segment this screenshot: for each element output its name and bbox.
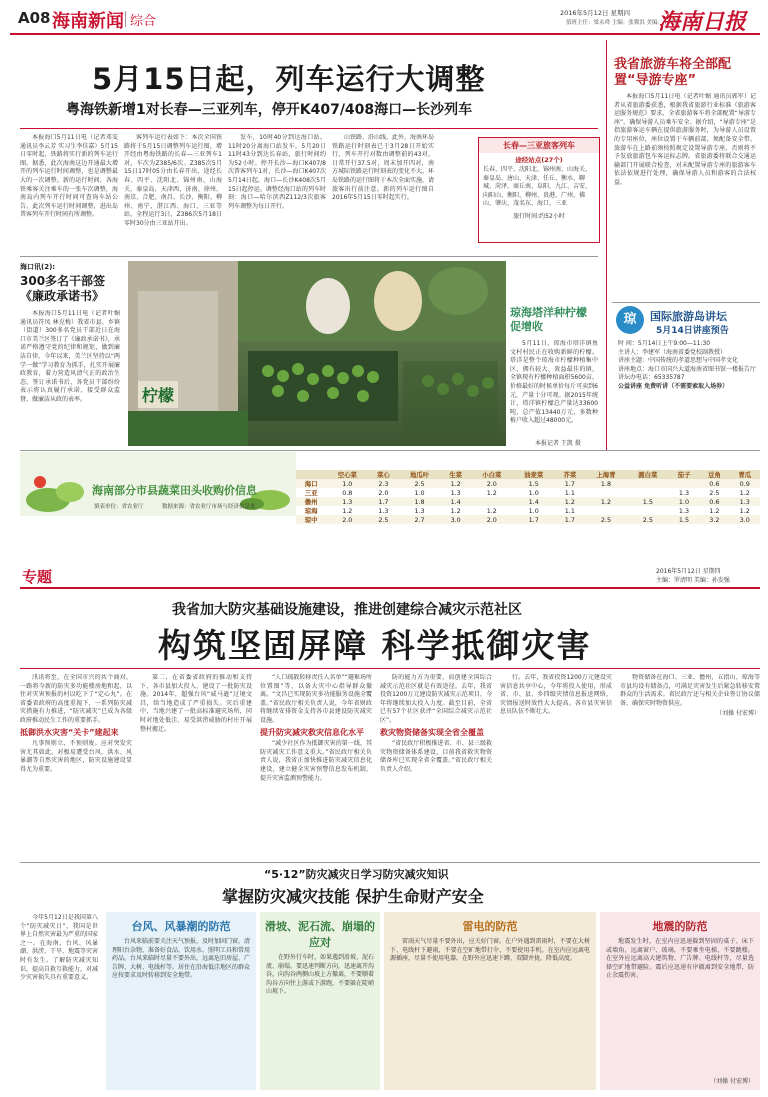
special-col1-subhead: 抵御洪水灾害“关卡”建起来: [20, 727, 119, 737]
landslide-box-body: 在野外行车时，如果遇到滑坡、泥石流、崩塌，要迅速判断方向，迅速离开沟谷，向沟谷两侧山坡上方撤离，不要顺着沟谷方向往上游或下游跑，不要躲在陡峭山坡下。: [266, 954, 375, 996]
knowledge-box-earthquake: [600, 912, 760, 1090]
price-header-cell: 地瓜叶: [409, 471, 430, 479]
special-kicker: 我省加大防灾基础设施建设，推进创建综合减灾示范社区: [172, 602, 522, 618]
section-sub: 综合: [130, 14, 157, 29]
price-cell: 3.0: [450, 515, 461, 524]
price-cell: 1.0: [678, 497, 690, 506]
lecture-tel: 讲坛办电话：65335787: [618, 374, 685, 382]
price-cell: 1.7: [528, 515, 539, 524]
price-cell: 3.2: [709, 515, 720, 524]
price-cell: 1.5: [528, 479, 539, 488]
timetable-stations: 长春、四平、沈阳北、锦州南、山海关、秦皇岛、唐山、天津、任丘、衡水、聊城、菏泽、商丘南、阜阳、九江、吉安、向阳山、衡阳、柳州、贵港、广州、佛山、肇庆、茂名东、海口、三亚: [483, 166, 592, 207]
special-section-label: 专题: [22, 568, 53, 586]
special-section-bar: [20, 566, 760, 586]
price-cell: 1.0: [528, 506, 539, 515]
price-cell: 2.3: [378, 479, 389, 488]
lecture-note: 公益讲座 免费听讲（不需要索取入场券）: [618, 382, 729, 390]
price-cell: 1.2: [486, 506, 497, 515]
price-cell: 1.3: [342, 497, 353, 506]
story1-col3: 发车，10时40分到达海口站，11时20分离海口站发车，5月20日11时43分到达长春站，旅行时间约为52小时。停开长沙—海口K407/8次普客列车1对，长沙—海口K407次5月14日起，海口—长沙K408次5月15日起停运。调整经海口站的列车时刻：海口—哈尔滨西Z112/3次旅客列车调整为每日开行。: [228, 134, 326, 210]
price-cell: 1.8: [414, 497, 425, 506]
lemon-photo-image: [128, 261, 506, 446]
story4-body: 本报海口5月11日电（记者叶媚 通讯员郭军）记者从省旅游委获悉，根据我省旅游行业标准《旅游客运服务规范》要求，全省旅游客车将全部配置“导游专座”，确保导游人员乘车安全。据介绍，“导游专座”是指旅游客运车辆在提供旅游服务时，为导游人员设置的专用座位，座位设置于车辆前部，须配备安全带。旅游车在上路前须按照规定设置导游专座，否则将不予发放旅游包车客运标志牌。省旅游委将联合交通运输部门开展联合检查，对未配置导游专座的旅游客车依法依规进行处理，确保导游人员和游客的合法权益。: [614, 93, 756, 186]
knowledge-box-lightning: [384, 912, 596, 1090]
lecture-subtitle: 5月14日讲座预告: [656, 326, 729, 336]
price-table-wrap: [296, 470, 760, 524]
price-header-corner: [296, 470, 326, 479]
story2-body: 本报海口5月11日电（记者叶媚 通讯员符凤 林克梅）我省市县、乡镇（街道）300多名党员干部近日在海口市美兰区签订了《廉政承诺书》，承诺严格遵守党的纪律和规矩，做到廉洁自律。今年以来，美兰区坚持以“两学一做”学习教育为抓手，扎实开展廉政教育，着力营造风清气正的政治生态。签订承诺书后，各党员干部纷纷表示将认真履行承诺，接受群众监督，做廉洁从政的表率。: [20, 310, 120, 403]
special-col4-subhead: 救灾物资储备实现全省全覆盖: [380, 727, 484, 737]
price-cell: 1.8: [600, 479, 612, 488]
price-row-city: 琼中: [304, 516, 318, 524]
price-cell: 1.2: [739, 488, 750, 497]
special-editor-line: 主编：罗清明 美编：孙发强: [656, 577, 730, 584]
price-cell: 1.3: [678, 488, 690, 497]
price-cell: 1.2: [564, 497, 575, 506]
price-header-cell: 豆角: [707, 471, 721, 479]
price-cell: 2.5: [642, 515, 653, 524]
special-col4: 防的能力方为重要，而创建全国综合减灾示范社区就是有效途径。去年，我省投资1200万元建设防灾减灾示范项目，今年将继续加大投入力度。截至目前，全省已有57个社区获评“全国综合减灾示范社区”。 救灾物资储备实现全省全覆盖 “省民政厅积极推进省、市、县三级救灾物资储备体系建设，目前我省救灾物资储备库已实现全省全覆盖。”省民政厅相关负责人介绍。: [380, 674, 492, 773]
special-author: （刘操 付宏博）: [716, 710, 760, 718]
price-banner: [20, 452, 296, 516]
price-row-city: 琼海: [304, 507, 318, 515]
earthquake-box-title: 地震的防范: [652, 920, 708, 933]
price-cell: 1.5: [642, 497, 653, 506]
masthead-date: 2016年5月12日 星期四: [560, 9, 631, 17]
lecture-speaker: 主讲人：李建军（海南省委党校副教授）: [618, 348, 727, 356]
price-datasource: 数据来源：省农业厅市场与经济信息处: [162, 504, 256, 510]
story1-col4: 山铁路、沿山线。此外，海南环岛铁路运行时刻表已于3月28日开始实行，列车开行对数由调整前的43对，日常开行37.5对，周末加开四对，南方城际铁路运行时刻表的变化不大，环岛铁路的运行图将于本次全面实施，请旅客出行前注意。新的列车运行图自2016年5月15日零时起实行。: [332, 134, 434, 202]
knowledge-author: （刘操 付宏博）: [710, 1078, 754, 1085]
price-row-city: 三亚: [304, 489, 318, 497]
price-cell: 1.0: [528, 488, 539, 497]
section-name: 海南新闻: [52, 11, 124, 32]
lecture-logo: [616, 306, 644, 334]
lemon-photo: [128, 261, 506, 446]
price-header-cell: 芥菜: [563, 471, 577, 479]
price-header-cell: 菜心: [377, 471, 390, 479]
typhoon-box-title: 台风、风暴潮的防范: [131, 920, 231, 933]
price-cell: 2.5: [378, 515, 389, 524]
price-cell: 1.0: [342, 479, 353, 488]
story1-headline: 5月15日起，列车运行大调整: [92, 62, 486, 96]
newspaper-logo: 海南日报: [658, 10, 747, 35]
price-cell: [585, 488, 627, 497]
story2-dateline: 海口讯(2):: [20, 263, 56, 271]
special-col2: 第二，在省委省政府的推动和支持下，各市县加大投入，建设了一批防灾设施。2014年，超强台风“威马逊”过境文昌，给当地造成了严重损失。灾后重建中，当地兴建了一批高标准避灾场所，同时对地处低洼、易受洪涝威胁的村庄开展整村搬迁。: [140, 674, 252, 733]
price-cell: [627, 479, 669, 488]
price-header-cell: 油麦菜: [524, 471, 544, 479]
price-cell: 0.8: [342, 488, 353, 497]
price-cell: 1.3: [378, 506, 389, 515]
price-header-cell: 小白菜: [482, 471, 502, 479]
knowledge-title: 掌握防灾减灾技能 保护生命财产安全: [222, 887, 484, 906]
price-cell: [627, 506, 669, 515]
lecture-details: [618, 340, 758, 442]
price-cell: 1.2: [600, 497, 612, 506]
price-row: [296, 497, 760, 506]
special-col5: 行。去年，我省投资1200万元建设灾害信息共享中心，今年将投入使用，形成省、市、县、乡四级灾情信息报送网络，灾情报送时效性大大提高。各市县灾害信息员队伍不断壮大。: [500, 674, 612, 716]
price-row-city: 海口: [304, 480, 318, 488]
price-cell: 2.0: [378, 488, 389, 497]
price-cell: 1.4: [450, 497, 461, 506]
knowledge-box-typhoon: [106, 912, 256, 1090]
price-header-cell: 上海青: [596, 471, 616, 479]
lightning-box-body: 雷雨天气尽量不要外出，应关好门窗。在户外遇到雷雨时，不要在大树下、电线杆下避雨，不要在空旷地带打伞，不要使用手机。在室内应远离电源插座，尽量不使用电器。在野外应迅速下蹲，双脚并拢，降低高度。: [390, 938, 590, 963]
price-cell: 2.7: [414, 515, 425, 524]
price-cell: 2.5: [600, 515, 612, 524]
price-cell: 1.0: [414, 488, 425, 497]
lecture-time: 时 间：5月14日上午9:00—11:30: [618, 340, 711, 347]
timetable-title: 长春—三亚旅客列车: [479, 138, 599, 153]
price-cell: [627, 488, 669, 497]
photo-sign-text: 柠檬: [138, 381, 178, 408]
story3-credit: 本报记者 王凯 摄: [535, 440, 581, 447]
price-provider: 填表单位：省农业厅: [94, 504, 144, 510]
price-cell: [669, 479, 699, 488]
lecture-place: 讲座地点：海口市国兴大道海南省图书馆一楼报告厅: [618, 365, 757, 373]
lightning-box-title: 雷电的防范: [462, 920, 518, 933]
special-col6: 物资储备在海口、三亚、儋州、五指山、琼海等市县均设有储备点，可满足灾害发生后紧急转移安置群众的生活需求。省民政厅还与相关企业签订协议储备，确保灾时物资供应。 （刘操 付宏博）: [620, 674, 760, 718]
story1-col1: 本报海口5月11日电（记者邓雯 通讯员李云芳 实习生李佳嘉）5月15日零时起，铁路将实行新的列车运行图。据悉，此次海南这边开通最大增开的列车运行时间调整，也是调整最大的一次调整。新的运行时间，各海铁乘客关注乘车的一张车次调整，海南岛内列车开行时间可查询车站公告。此次列车运行时间调整，进出岛普客列车开行时间有所调整。: [20, 134, 118, 219]
price-cell: 2.5: [414, 479, 425, 488]
timetable-foot: 旅行时间:约52小时: [513, 212, 565, 220]
price-cell: 1.2: [450, 479, 461, 488]
price-header-cell: 青瓜: [738, 471, 752, 479]
price-cell: 1.7: [564, 479, 575, 488]
special-col3: “人口疏散转移责任人名单”“避难场所位置图”等，以备大灾中心指导群众撤离。“文昌已实现防灾多功能服务设施全覆盖。”省民政厅相关负责人说，今年省财政将继续安排资金支持各市县建设防灾减灾设施。 提升防灾减灾救灾信息化水平 “减少社区作为抵御灾害的第一线，其防灾减灾工作意义重大。”省民政厅相关负责人说，我省正加快推进防灾减灾信息化建设，建立健全灾害预警信息发布机制，提升灾害监测预警能力。: [260, 674, 372, 782]
special-col1: 汛讯将至，在全国市兴的共个商对，一路将今新的防灾多功能楼房地和起，以往对灾害预报的村以吃下了“定心丸”。在省委省政府的高度重视下，一系列防灾减灾措施有力推进，“防灾减灾”已成为各级政府推动民生工作的重要抓手。 抵御洪水灾害“关卡”建起来 凡事预则立，不预则废。应对突发灾害尤其如此。对极易遭受台风、洪水、风暴潮等自然灾害的地区，防灾设施建设显得尤为重要。: [20, 674, 132, 773]
page-code: A08: [18, 9, 51, 27]
masthead-editor-line: 值班主任：梁永舜 主编：张冀洪 美编：王凤龙: [566, 20, 680, 26]
price-row: [296, 479, 760, 488]
story3-headline: 琼海塔洋种柠檬促增收: [510, 306, 587, 333]
price-cell: 1.5: [678, 515, 690, 524]
lecture-topic: 讲座主题：中国传统的孝道思想与中国孝文化: [618, 357, 739, 365]
special-headline: 构筑坚固屏障 科学抵御灾害: [158, 626, 592, 665]
price-cell: 2.5: [709, 488, 720, 497]
story3-body: 5月11日，琼海市塔洋镇鱼文村村民正在收购新鲜的柠檬。塔洋是整个琼海市柠檬种植集中区，拥有较大、效益最佳的镇，全镇现有柠檬种植面积5600亩，价格最好的时候单价每斤可卖到6元，产量十分可观。据2015年统计，塔洋镇柠檬总产量达33600吨，总产值13440万元，多数种植户收入超过48000元。: [510, 340, 598, 425]
price-header-cell: 生菜: [449, 471, 463, 479]
knowledge-box-landslide: [260, 912, 380, 1090]
timetable-box: [478, 137, 600, 243]
lecture-box: [612, 304, 760, 444]
price-header-cell: 茄子: [677, 471, 691, 479]
price-cell: 1.3: [450, 488, 461, 497]
price-cell: 1.2: [450, 506, 461, 515]
price-cell: 1.3: [678, 506, 690, 515]
price-cell: 0.6: [709, 497, 720, 506]
price-cell: 1.1: [564, 506, 575, 515]
price-row: [296, 506, 760, 515]
price-cell: 3.0: [739, 515, 750, 524]
price-title: 海南部分市县蔬菜田头收购价信息: [92, 484, 257, 497]
price-cell: 1.4: [528, 497, 539, 506]
price-cell: 1.7: [378, 497, 389, 506]
special-date: 2016年5月12日 星期四: [656, 568, 721, 575]
price-header-cell: 圆白菜: [638, 471, 658, 479]
lecture-logo-text: 琼: [623, 312, 637, 327]
price-row-city: 儋州: [304, 498, 318, 506]
timetable-subtitle: 途经站点(27个): [515, 156, 563, 164]
price-header-cell: 空心菜: [337, 471, 357, 479]
price-cell: 1.7: [564, 515, 575, 524]
price-cell: 1.3: [414, 506, 425, 515]
price-cell: 1.3: [739, 497, 750, 506]
price-cell: 1.2: [486, 488, 497, 497]
section-divider: [125, 11, 126, 27]
typhoon-box-body: 台风来临前要关注天气预报，及时加固门窗，清理阳台杂物，准备好食品、饮用水、照明工具和常用药品。台风来临时尽量不要外出，远离危旧房屋、广告牌、大树、电线杆等。居住在沿海低洼地区的群众应按要求及时转移到安全地带。: [112, 938, 251, 980]
knowledge-kicker: “5·12”防灾减灾日学习防灾减灾知识: [264, 868, 449, 881]
story2-headline: 300多名干部签《廉政承诺书》: [20, 274, 106, 303]
price-cell: 2.0: [486, 515, 497, 524]
price-cell: 2.0: [486, 479, 497, 488]
landslide-box-title: 滑坡、泥石流、崩塌的应对: [265, 920, 375, 949]
special-col3-subhead: 提升防灾减灾救灾信息化水平: [260, 727, 364, 737]
price-cell: 2.0: [342, 515, 353, 524]
story1-subheadline: 粤海铁新增1对长春—三亚列车，停开K407/408海口—长沙列车: [66, 102, 473, 118]
price-cell: 1.2: [709, 506, 720, 515]
price-cell: 1.2: [739, 506, 750, 515]
story1-col2: 客列车运行表如下：本次全国铁路将于5月15日调整列车运行图，增开经由粤海铁路的长春—三亚列车1对，车次为Z385/6次。Z385次5月15日17时05分由长春开出，途经长春、四平、沈阳北、锦州南、山海关、秦皇岛、天津西、济南、徐州、南京、合肥、南昌、长沙、衡阳、柳州、南宁、湛江西、海口、三亚等站，全程运行3日，Z386次5月18日零时30分由三亚站开出。: [124, 134, 222, 227]
price-cell: 0.9: [739, 479, 750, 488]
price-row: [296, 488, 760, 497]
knowledge-intro: 今年5月12日是我国第八个“防灾减灾日”，我国是世界上自然灾害最为严重的国家之一。在海南，台风、风暴潮、洪涝、干旱、地震等灾害时有发生。了解防灾减灾知识，提高自救互救能力，对减少灾害损失具有重要意义。: [20, 914, 98, 982]
story4-headline: 我省旅游车将全部配置“导游专座”: [614, 57, 732, 88]
price-cell: 1.2: [342, 506, 353, 515]
price-cell: [585, 506, 627, 515]
price-cell: 0.6: [709, 479, 720, 488]
earthquake-box-body: 地震发生时，在室内应迅速躲到坚固的桌子、床下或墙角，远离窗户、玻璃，不要乘坐电梯，不要跳楼。在室外应远离高大建筑物、广告牌、电线杆等，尽量选择空旷地带避险。震后应迅速有序撤离到安全地带，防止余震伤害。: [606, 938, 754, 980]
price-cell: 1.1: [564, 488, 575, 497]
price-cell: [471, 497, 513, 506]
price-row: [296, 515, 760, 524]
lecture-title: 国际旅游岛讲坛: [650, 310, 727, 323]
price-table: [296, 470, 760, 524]
